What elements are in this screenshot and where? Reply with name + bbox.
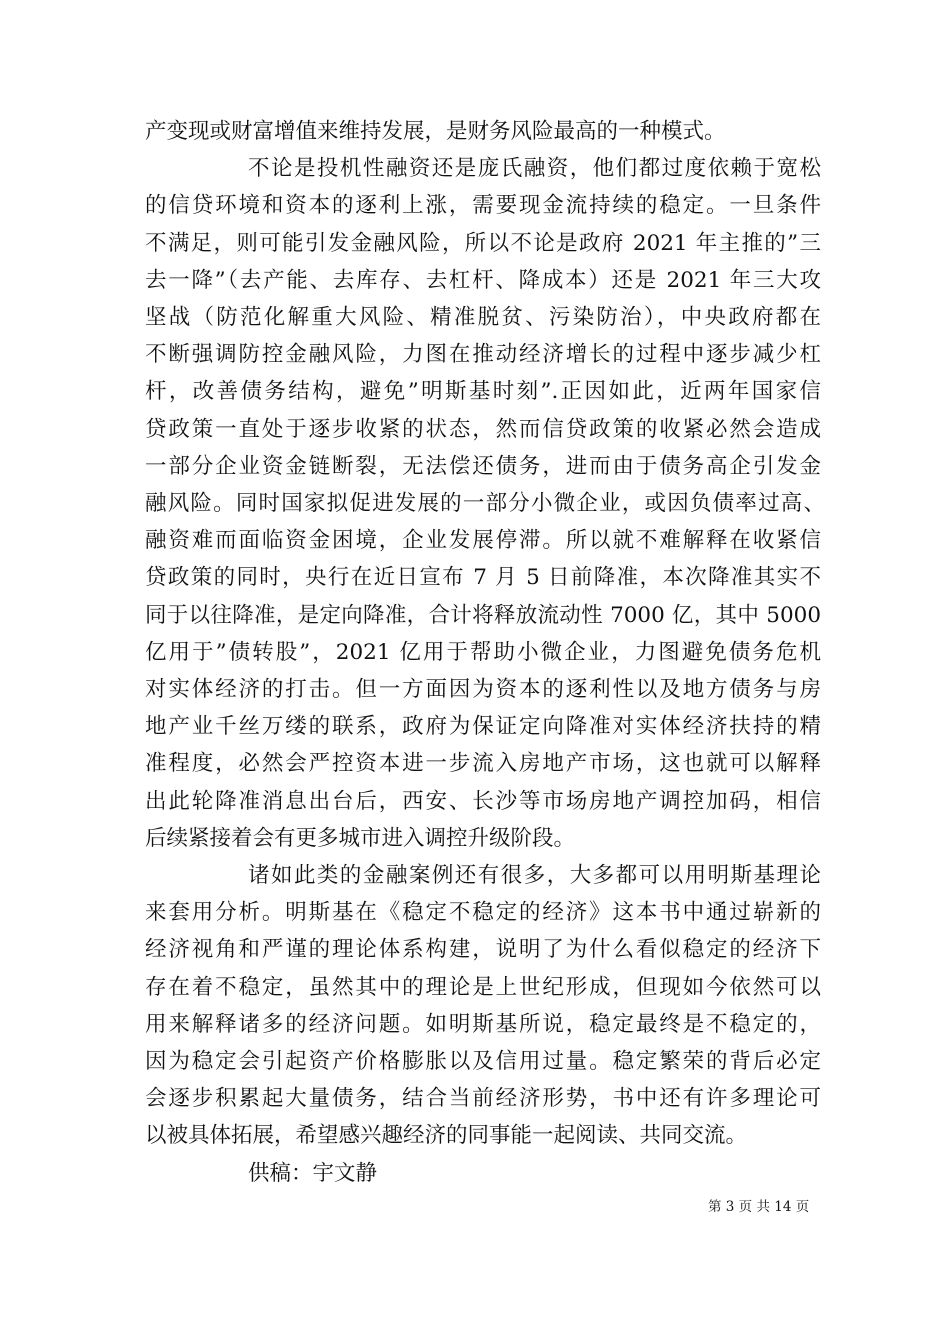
text-line: 后续紧接着会有更多城市进入调控升级阶段。 [145, 826, 576, 851]
text-line: 产变现或财富增值来维持发展，是财务风险最高的一种模式。 [145, 119, 726, 144]
text-line: 经济视角和严谨的理论体系构建，说明了为什么看似稳定的经济下 [145, 937, 821, 962]
text-line: 不论是投机性融资还是庞氏融资，他们都过度依赖于宽松 [248, 156, 821, 181]
text-line: 融资难而面临资金困境，企业发展停滞。所以就不难解释在收紧信 [145, 528, 821, 553]
text-line: 以被具体拓展，希望感兴趣经济的同事能一起阅读、共同交流。 [145, 1123, 748, 1148]
text-line: 同于以往降准，是定向降准，合计将释放流动性 7000 亿，其中 5000 [145, 603, 821, 628]
text-line: 贷政策一直处于逐步收紧的状态，然而信贷政策的收紧必然会造成 [145, 417, 821, 442]
text-line: 贷政策的同时，央行在近日宣布 7 月 5 日前降准，本次降准其实不 [145, 565, 821, 590]
text-line: 出此轮降准消息出台后，西安、长沙等市场房地产调控加码，相信 [145, 789, 821, 814]
text-line: 不断强调防控金融风险，力图在推动经济增长的过程中逐步减少杠 [145, 342, 821, 367]
text-line: 因为稳定会引起资产价格膨胀以及信用过量。稳定繁荣的背后必定 [145, 1049, 821, 1074]
text-line: 坚战（防范化解重大风险、精准脱贫、污染防治），中央政府都在 [145, 305, 821, 330]
text-line: 来套用分析。明斯基在《稳定不稳定的经济》这本书中通过崭新的 [145, 900, 821, 925]
text-line: 亿用于”债转股”，2021 亿用于帮助小微企业，力图避免债务危机 [145, 640, 821, 665]
author-credit: 供稿：宇文静 [248, 1161, 378, 1186]
text-line: 去一降”（去产能、去库存、去杠杆、降成本）还是 2021 年三大攻 [145, 268, 821, 293]
text-line: 一部分企业资金链断裂，无法偿还债务，进而由于债务高企引发金 [145, 454, 821, 479]
text-line: 对实体经济的打击。但一方面因为资本的逐利性以及地方债务与房 [145, 677, 821, 702]
text-line: 杆，改善债务结构，避免”明斯基时刻”.正因如此，近两年国家信 [145, 379, 821, 404]
page-number: 第 3 页 共 14 页 [708, 1199, 810, 1215]
text-line: 用来解释诸多的经济问题。如明斯基所说，稳定最终是不稳定的， [145, 1012, 821, 1037]
text-line: 会逐步积累起大量债务，结合当前经济形势，书中还有许多理论可 [145, 1086, 821, 1111]
text-line: 诸如此类的金融案例还有很多，大多都可以用明斯基理论 [248, 863, 821, 888]
text-line: 准程度，必然会严控资本进一步流入房地产市场，这也就可以解释 [145, 751, 821, 776]
text-line: 不满足，则可能引发金融风险，所以不论是政府 2021 年主推的”三 [145, 231, 821, 256]
text-line: 地产业千丝万缕的联系，政府为保证定向降准对实体经济扶持的精 [145, 714, 821, 739]
text-line: 的信贷环境和资本的逐利上涨，需要现金流持续的稳定。一旦条件 [145, 193, 821, 218]
text-line: 融风险。同时国家拟促进发展的一部分小微企业，或因负债率过高、 [145, 491, 825, 516]
text-line: 存在着不稳定，虽然其中的理论是上世纪形成，但现如今依然可以 [145, 975, 821, 1000]
